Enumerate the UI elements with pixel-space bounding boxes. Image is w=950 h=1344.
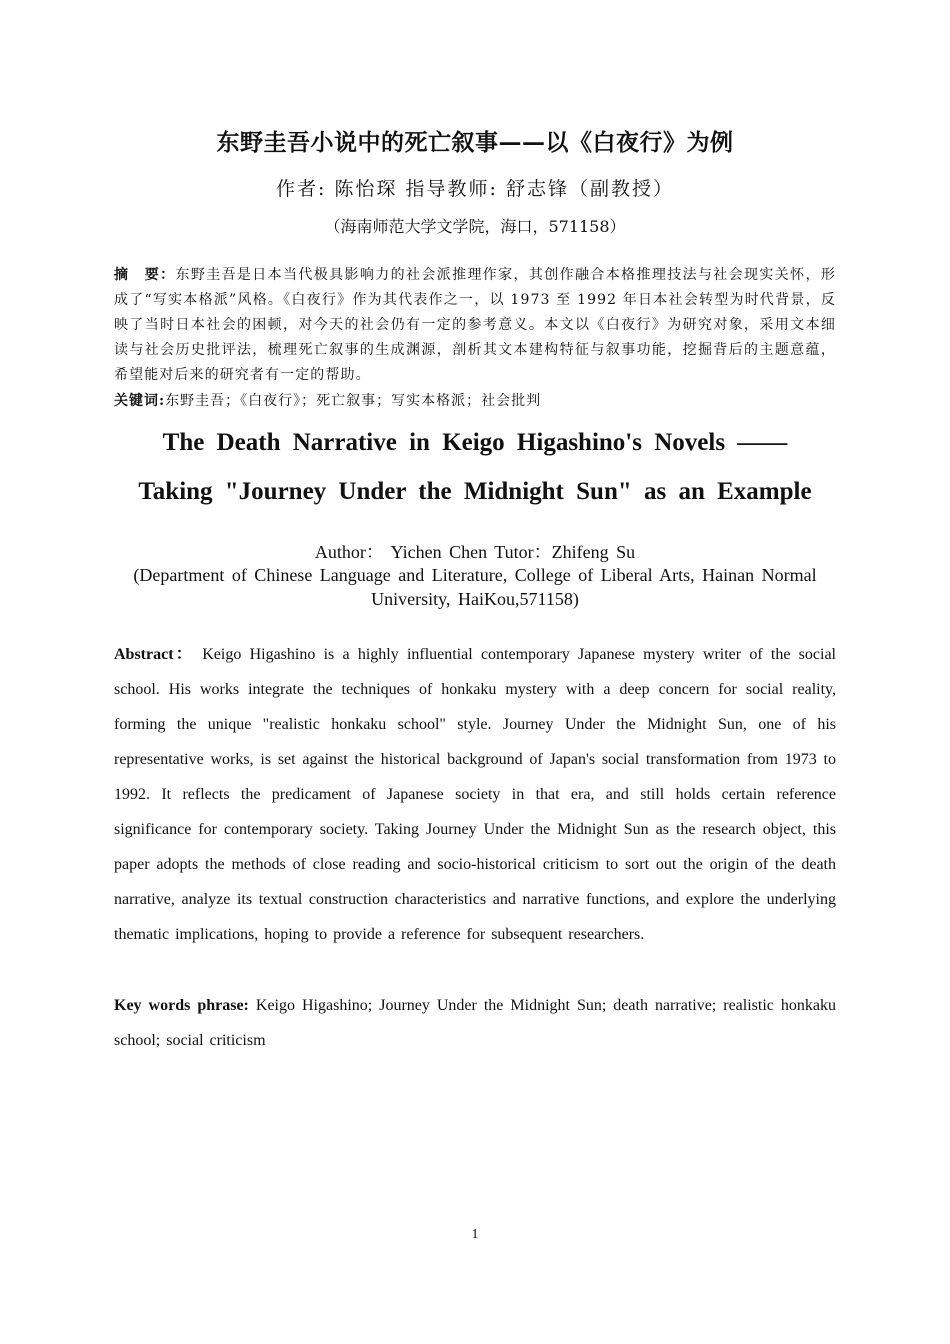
chinese-keywords-text: 东野圭吾；《白夜行》；死亡叙事；写实本格派；社会批判 [165, 393, 542, 409]
english-affiliation: (Department of Chinese Language and Literature, College of Liberal Arts, Hainan Normal University, HaiKou,571158) [133, 565, 817, 609]
english-title [100, 418, 850, 516]
chinese-author-line: 作者: 陈怡琛 指导教师: 舒志锋（副教授） [276, 178, 674, 200]
chinese-keywords [114, 389, 836, 414]
english-keywords-label: Key words phrase: [114, 997, 249, 1014]
english-abstract-text: Keigo Higashino is a highly influential contemporary Japanese mystery writer of the social school. His works integrate the techniques of honkaku mystery with a deep concern for social reality, forming the unique "realistic honkaku school" style. Journey Under the Midnight Sun, one of his representative works, is set against the historical background of Japan's social transformation from 1973 to 1992. It reflects the predicament of Japanese society in that era, and still holds certain reference significance for contemporary society. Taking Journey Under the Midnight Sun as the research object, this paper adopts the methods of close reading and socio-historical criticism to sort out the origin of the death narrative, analyze its textual construction characteristics and narrative functions, and explore the underlying thematic implications, hoping to provide a reference for subsequent researchers. [114, 646, 837, 943]
english-abstract-label: Abstract： [114, 646, 195, 663]
english-title-line-1: The Death Narrative in Keigo Higashino's Novels —— [162, 429, 788, 456]
english-keywords [114, 988, 836, 1058]
chinese-title: 东野圭吾小说中的死亡叙事——以《白夜行》为例 [216, 129, 734, 156]
chinese-abstract-text: 东野圭吾是日本当代极具影响力的社会派推理作家，其创作融合本格推理技法与社会现实关怀，形成了“写实本格派”风格。《白夜行》作为其代表作之一，以 1973 至 1992 年日本社会转型为时代背景，反映了当时日本社会的困顿，对今天的社会仍有一定的参考意义。本文以《白夜行》为研究对象，采用文本细读与社会历史批评法，梳理死亡叙事的生成渊源，剖析其文本建构特征与叙事功能，挖掘背后的主题意蕴，希望能对后来的研究者有一定的帮助。 [114, 267, 836, 383]
english-keywords-text: Keigo Higashino; Journey Under the Midnight Sun; death narrative; realistic honkaku school; social criticism [114, 997, 836, 1049]
page-number: 1 [471, 1227, 479, 1242]
chinese-abstract-label: 摘 要： [114, 267, 176, 283]
english-title-line-2: Taking "Journey Under the Midnight Sun" as an Example [138, 478, 812, 505]
chinese-keywords-label: 关键词: [114, 393, 166, 409]
chinese-abstract [114, 263, 836, 388]
chinese-affiliation: （海南师范大学文学院，海口，571158） [324, 217, 626, 236]
english-abstract [114, 637, 836, 952]
english-author-line: Author： Yichen Chen Tutor：Zhifeng Su [314, 542, 636, 562]
